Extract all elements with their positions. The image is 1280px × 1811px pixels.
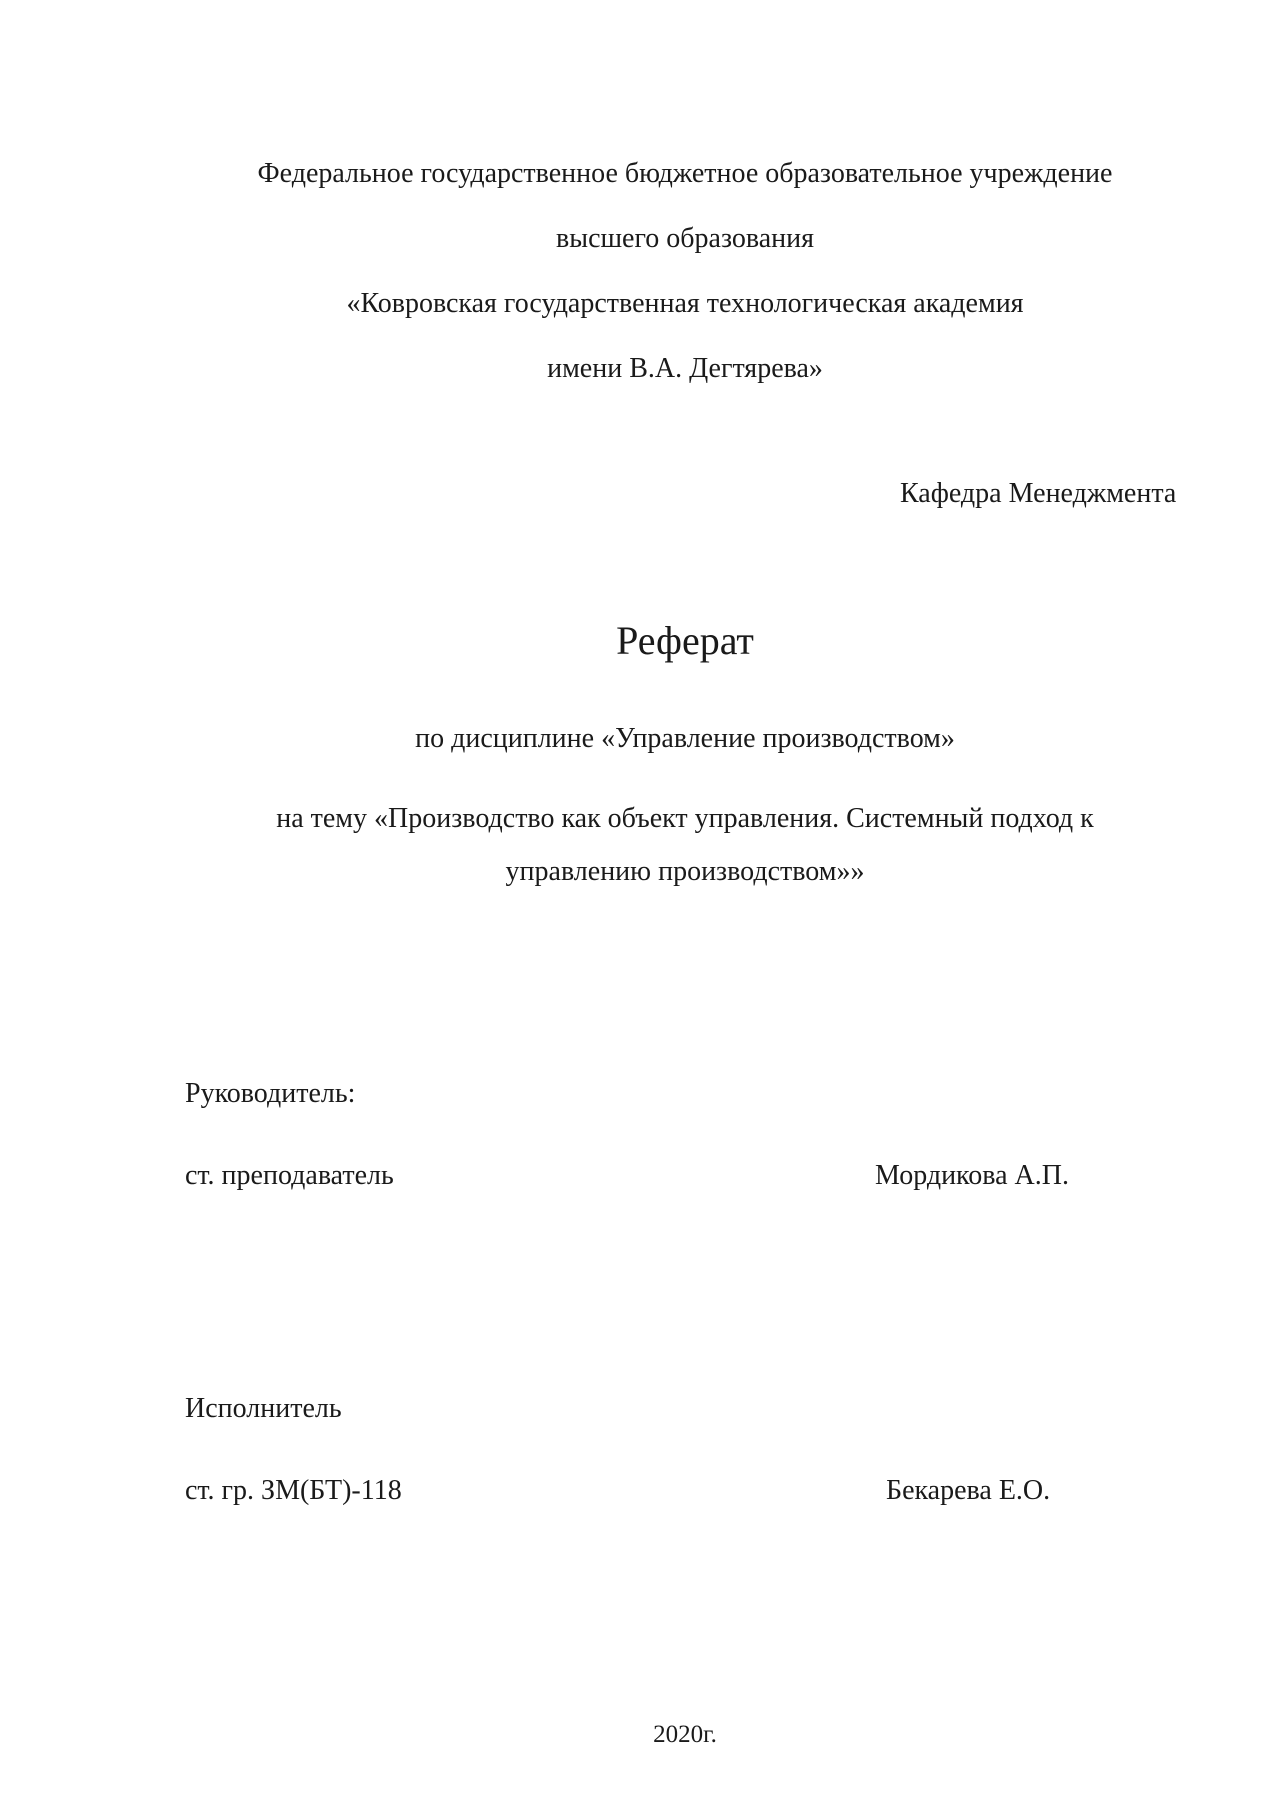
institution-line-1: Федеральное государственное бюджетное образовательное учреждение <box>257 158 1113 189</box>
institution-line-4: имени В.А. Дегтярева» <box>547 353 823 384</box>
institution-line-3: «Ковровская государственная технологическая академия <box>346 288 1024 319</box>
department-name: Кафедра Менеджмента <box>900 478 1177 509</box>
topic-line-1: на тему «Производство как объект управления. Системный подход к <box>276 803 1094 834</box>
supervisor-name: Мордикова А.П. <box>875 1160 1069 1191</box>
document-title: Реферат <box>616 618 754 663</box>
executor-label: Исполнитель <box>185 1393 342 1424</box>
institution-line-2: высшего образования <box>556 223 814 254</box>
discipline-line: по дисциплине «Управление производством» <box>415 723 955 754</box>
topic-line-2: управлению производством»» <box>505 856 865 887</box>
executor-group: ст. гр. ЗМ(БТ)-118 <box>185 1475 402 1506</box>
supervisor-position: ст. преподаватель <box>185 1160 394 1191</box>
executor-name: Бекарева Е.О. <box>886 1475 1051 1506</box>
document-year: 2020г. <box>653 1721 717 1748</box>
supervisor-label: Руководитель: <box>185 1078 356 1109</box>
